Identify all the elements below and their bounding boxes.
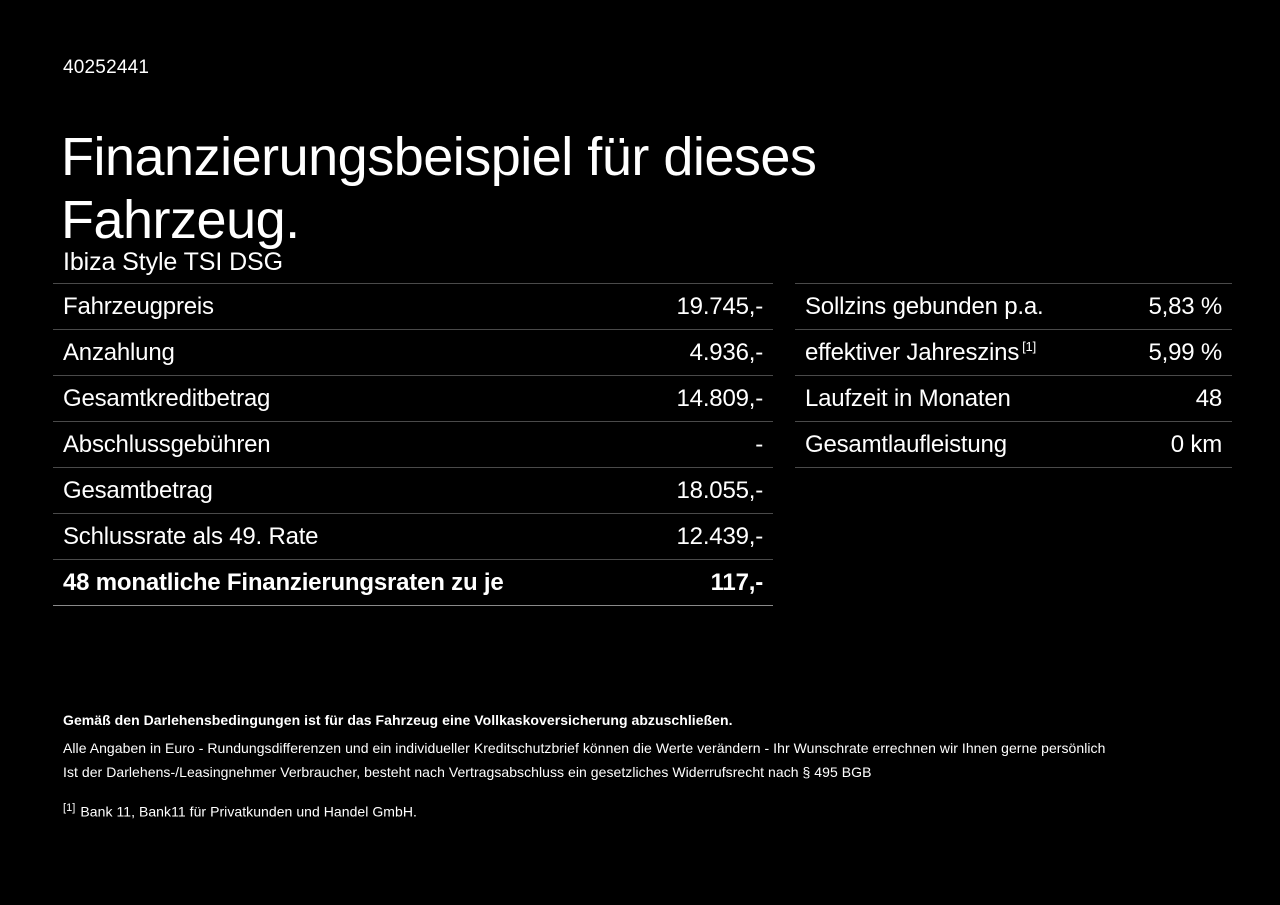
footnote-insurance-notice: Gemäß den Darlehensbedingungen ist für das Fahrzeug eine Vollkaskoversicherung abzuschließen.: [63, 712, 733, 728]
row-value: 48: [1195, 385, 1222, 412]
footnote-marker: [1]: [1022, 339, 1036, 354]
row-value: 0 km: [1170, 431, 1222, 458]
page-title: Finanzierungsbeispiel für dieses Fahrzeug.: [61, 127, 817, 251]
row-value: 18.055,-: [676, 477, 763, 504]
table-row: [53, 283, 773, 330]
financing-table-right: [795, 283, 1232, 468]
row-value: 19.745,-: [676, 293, 763, 320]
row-label: 48 monatliche Finanzierungsraten zu je: [63, 569, 504, 596]
footnote-withdrawal-notice: Ist der Darlehens-/Leasingnehmer Verbraucher, besteht nach Vertragsabschluss ein gesetzliches Widerrufsrecht nach § 495 BGB: [63, 764, 872, 780]
table-row: [53, 422, 773, 468]
row-label: Anzahlung: [63, 339, 175, 366]
footnote-text: Bank 11, Bank11 für Privatkunden und Handel GmbH.: [80, 803, 417, 820]
table-row: [795, 330, 1232, 376]
reference-id: 40252441: [63, 57, 150, 78]
table-row: [53, 330, 773, 376]
row-value: 12.439,-: [676, 523, 763, 550]
footnote-marker: [1]: [63, 802, 76, 814]
row-value: 5,99 %: [1148, 339, 1222, 366]
row-label: Gesamtbetrag: [63, 477, 213, 504]
row-label: effektiver Jahreszins [1]: [805, 339, 1036, 366]
table-row: [795, 422, 1232, 468]
footnote-currency-notice: Alle Angaben in Euro - Rundungsdifferenzen und ein individueller Kreditschutzbrief können die Werte verändern - Ihr Wunschrate errechnen wir Ihnen gerne persönlich: [63, 740, 1106, 756]
row-label: Abschlussgebühren: [63, 431, 271, 458]
footnotes-section: [63, 712, 1223, 820]
row-value: 5,83 %: [1148, 293, 1222, 320]
financing-table-left: [53, 283, 773, 606]
table-row: [795, 376, 1232, 422]
table-row: [53, 514, 773, 560]
row-label: Sollzins gebunden p.a.: [805, 293, 1044, 320]
row-label: Schlussrate als 49. Rate: [63, 523, 319, 550]
vehicle-model-name: Ibiza Style TSI DSG: [63, 248, 283, 276]
row-label: Fahrzeugpreis: [63, 293, 214, 320]
row-value: 4.936,-: [689, 339, 763, 366]
table-row: [53, 468, 773, 514]
table-row: [795, 283, 1232, 330]
footnote-bank-reference: [63, 802, 1223, 820]
row-label: Gesamtlaufleistung: [805, 431, 1007, 458]
row-value: 117,-: [710, 569, 763, 596]
row-label: Laufzeit in Monaten: [805, 385, 1011, 412]
table-row: [53, 376, 773, 422]
row-value: 14.809,-: [676, 385, 763, 412]
row-value: -: [755, 431, 763, 458]
row-label: Gesamtkreditbetrag: [63, 385, 271, 412]
table-row-monthly-rate: [53, 560, 773, 606]
